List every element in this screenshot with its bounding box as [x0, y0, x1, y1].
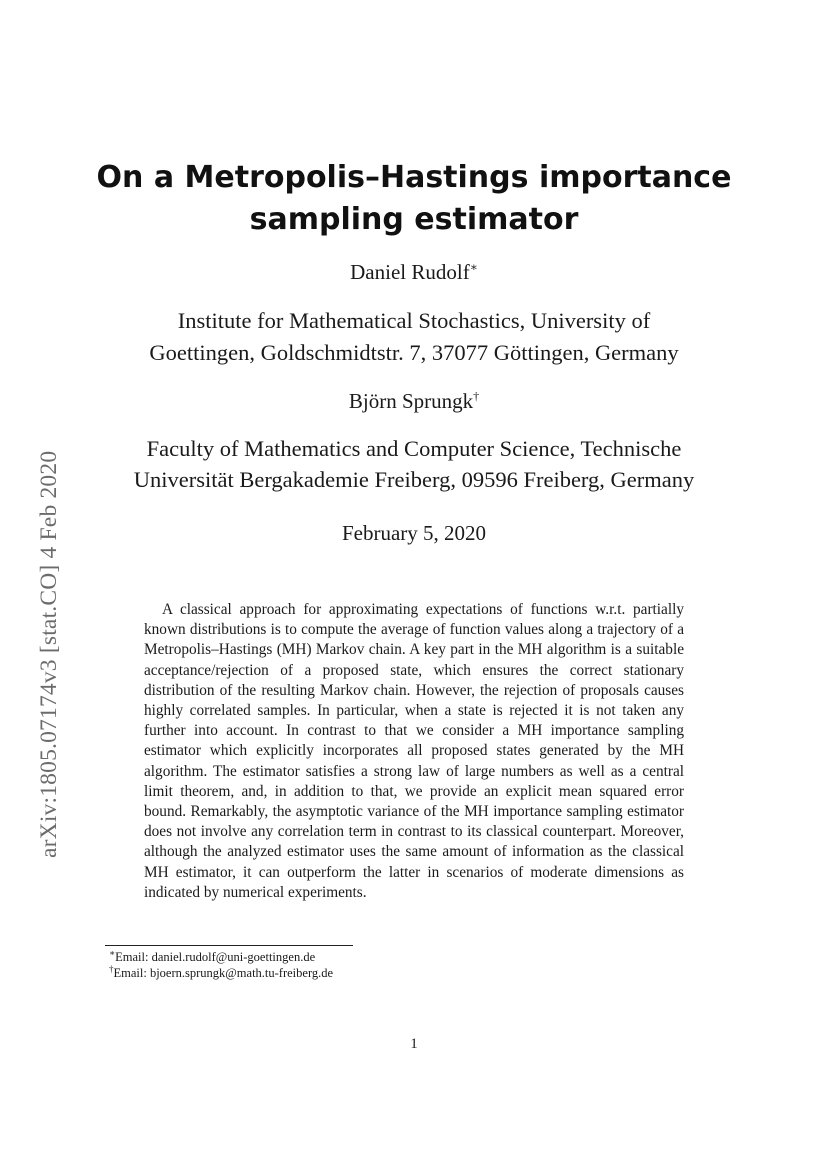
- footnote-1: [109, 949, 315, 965]
- author-2: [60, 388, 768, 414]
- author-2-footnote-mark: †: [473, 389, 480, 403]
- author-2-name: Björn Sprungk: [348, 389, 474, 413]
- footnote-2: [109, 965, 333, 981]
- footnote-divider: [105, 945, 353, 946]
- affiliation-2-line-2: Universität Bergakademie Freiberg, 09596 Freiberg, Germany: [133, 467, 695, 492]
- abstract: [144, 600, 684, 903]
- affiliation-1-line-1: Institute for Mathematical Stochastics, University of: [177, 308, 651, 333]
- footnote-1-text: Email: daniel.rudolf@uni-goettingen.de: [115, 950, 316, 964]
- title-line-1: On a Metropolis–Hastings importance: [96, 160, 732, 195]
- footnote-1-mark: ∗: [109, 947, 116, 958]
- author-1-name: Daniel Rudolf: [350, 260, 470, 284]
- page-number: 1: [410, 1036, 418, 1052]
- author-1-footnote-mark: ∗: [469, 260, 478, 274]
- arxiv-identifier: arXiv:1805.07174v3 [stat.CO] 4 Feb 2020: [36, 450, 62, 858]
- affiliation-1-line-2: Goettingen, Goldschmidtstr. 7, 37077 Göttingen, Germany: [149, 340, 679, 365]
- paper-date: February 5, 2020: [341, 521, 487, 545]
- footnote-2-text: Email: bjoern.sprungk@math.tu-freiberg.de: [113, 966, 334, 980]
- affiliation-2-line-1: Faculty of Mathematics and Computer Science, Technische: [146, 436, 682, 461]
- author-1: [60, 259, 768, 285]
- paper-title: [60, 157, 768, 241]
- title-line-2: sampling estimator: [249, 202, 579, 237]
- footnote-2-mark: †: [109, 963, 114, 974]
- abstract-text: A classical approach for approximating expectations of functions w.r.t. partially known distributions is to compute the average of function values along a trajectory of a Metropolis–Hastings (MH) Markov chain. A key part in the MH algorithm is a suitable acceptance/rejection of a proposed state, which ensures the correct stationary distribution of the resulting Markov chain. However, the rejection of proposals causes highly correlated samples. In particular, when a state is rejected it is not taken any further into account. In contrast to that we consider a MH importance sampling estimator which explicitly incorporates all proposed states generated by the MH algorithm. The estimator satisfies a strong law of large numbers as well as a central limit theorem, and, in addition to that, we provide an explicit mean squared error bound. Remarkably, the asymptotic variance of the MH importance sampling estimator does not involve any correlation term in contrast to its classical counterpart. Moreover, although the analyzed estimator uses the same amount of information as the classical MH estimator, it can outperform the latter in scenarios of moderate dimensions as indicated by numerical experiments.: [144, 601, 684, 901]
